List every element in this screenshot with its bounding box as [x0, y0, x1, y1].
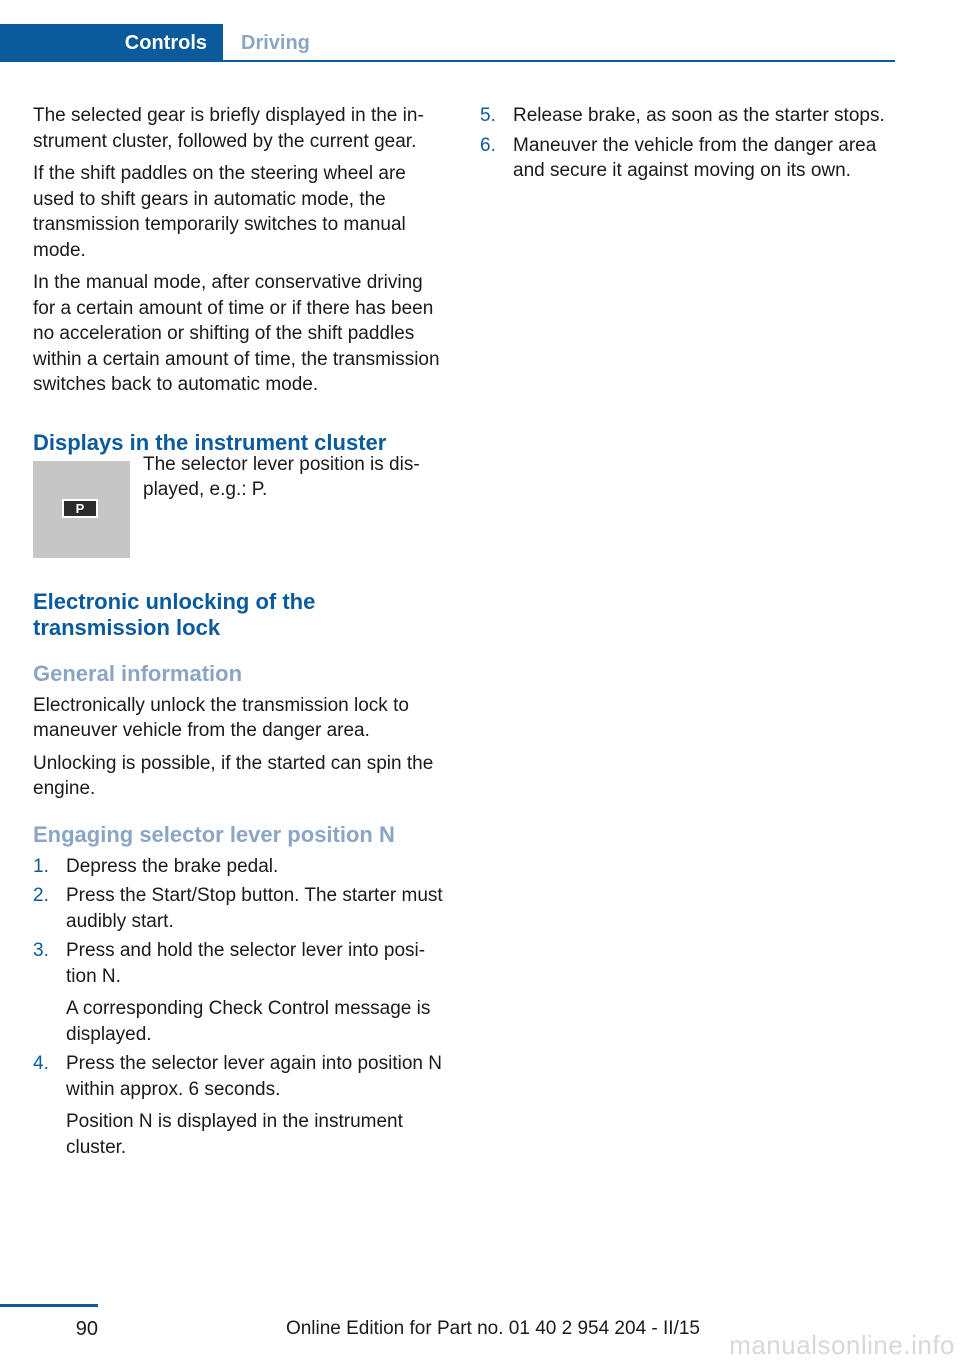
- paragraph-manual-mode: In the manual mode, after conservative driving for a certain amount of time or if there has been no acceleration or shifting of the shift paddles within a certain amount of time, the transmission switches back to automatic mode.: [33, 272, 440, 395]
- watermark: manualsonline.info: [729, 1330, 955, 1360]
- section-tabs: [0, 24, 895, 62]
- right-column: [480, 103, 895, 188]
- tabbar-divider: [0, 60, 895, 62]
- step-text: Press the Start/Stop button. The starter must audibly start.: [66, 885, 443, 932]
- step-text: Release brake, as soon as the starter stops.: [513, 105, 885, 126]
- step-text: Press the selector lever again into position N within approx. 6 seconds.: [66, 1053, 442, 1100]
- list-item: [480, 133, 895, 184]
- step-number: 3.: [33, 940, 49, 961]
- step-text: Maneuver the vehicle from the danger area and secure it against moving on its own.: [513, 134, 877, 181]
- display-example: [33, 453, 443, 564]
- list-item: [480, 103, 895, 129]
- paragraph-selected-gear: The selected gear is briefly displayed in the instrument cluster, followed by the current gear.: [33, 105, 424, 152]
- tab-driving[interactable]: Driving: [241, 31, 310, 54]
- step-subtext: A corresponding Check Control message is displayed.: [66, 998, 431, 1045]
- p-indicator: P: [62, 499, 98, 518]
- list-item: [33, 854, 443, 880]
- paragraph-shift-paddles: If the shift paddles on the steering wheel are used to shift gears in automatic mode, the transmission temporarily switches to manual mode.: [33, 163, 406, 261]
- list-item: [33, 1051, 443, 1160]
- heading-displays: Displays in the instrument cluster: [33, 429, 387, 455]
- left-column: [33, 103, 443, 1164]
- heading-general-information: General information: [33, 660, 243, 686]
- step-number: 6.: [480, 134, 496, 156]
- step-number: 4.: [33, 1053, 49, 1074]
- steps-list-right: [480, 103, 895, 184]
- heading-engaging-n: Engaging selector lever position N: [33, 821, 395, 847]
- paragraph-general-2: Unlocking is possible, if the started can spin the engine.: [33, 752, 434, 799]
- edition-text: Online Edition for Part no. 01 40 2 954 204 - II/15: [285, 1318, 700, 1339]
- page-number: 90: [75, 1318, 98, 1340]
- step-text: Press and hold the selector lever into position N.: [66, 940, 426, 987]
- step-number: 5.: [480, 105, 496, 126]
- step-text: Depress the brake pedal.: [66, 855, 279, 877]
- steps-list-left: [33, 854, 443, 1161]
- footer-rule: [0, 1304, 98, 1307]
- list-item: [33, 883, 443, 934]
- tab-controls[interactable]: Controls: [0, 24, 223, 62]
- list-item: [33, 938, 443, 1047]
- step-number: 1.: [33, 855, 49, 877]
- selector-position-p-icon: [33, 461, 130, 558]
- step-subtext: Position N is displayed in the instrument cluster.: [66, 1111, 403, 1158]
- display-description: The selector lever position is displayed, e.g.: P.: [143, 453, 420, 500]
- paragraph-general-1: Electronically unlock the transmission lock to maneuver vehicle from the danger area.: [33, 694, 409, 741]
- heading-electronic-unlocking: Electronic unlocking of the transmission lock: [33, 588, 316, 640]
- step-number: 2.: [33, 885, 49, 906]
